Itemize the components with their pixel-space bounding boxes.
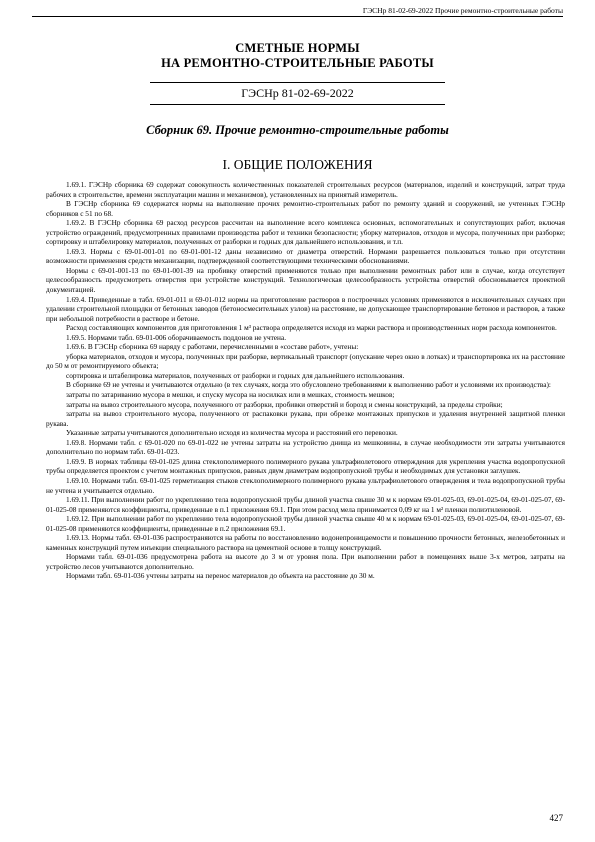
paragraph: сортировка и штабелировка материалов, полученных от разборки и годных для дальнейшего использования. (66, 370, 405, 380)
paragraph: Нормы с 69-01-001-13 по 69-01-001-39 на пробивку отверстий применяются только при выполнении ремонтных работ или в случае, когда отсутствует целесообразность предусмотреть отверстия при устройстве конструкций. Технологическая целесообразность устройства отверстий обосновывается проектной документацией. (46, 265, 565, 295)
code-title: ГЭСНр 81-02-69-2022 (241, 86, 354, 100)
paragraph: 1.69.12. При выполнении работ по укреплению тела водопропускной трубы длиной участка свыше 40 м к нормам 69-01-025-03, 69-01-025-04, 69-01-025-07, 69-01-025-08 применяются коэффициенты, приведенные в п.2 приложения 69.1. (46, 514, 565, 533)
paragraph: 1.69.1. ГЭСНр сборника 69 содержат совокупность количественных показателей строительных ресурсов (материалов, изделий и конструкций, затрат труда рабочих в строительстве, времени эксплуатации машин и механизмов), установленных на принятый измеритель. (46, 180, 565, 199)
paragraph: 1.69.10. Нормами табл. 69-01-025 герметизация стыков стеклополимерного полимерного рукава ультрафиолетового отверждения и тела водопропускной трубы не учтена и учитывается отдельно. (46, 475, 565, 495)
body-text (46, 180, 565, 581)
collection-title: Сборник 69. Прочие ремонтно-строительные работы (146, 123, 449, 137)
paragraph: 1.69.5. Нормами табл. 69-01-006 оборачиваемость поддонов не учтена. (66, 332, 287, 342)
paragraph: 1.69.8. Нормами табл. с 69-01-020 по 69-01-022 не учтены затраты на устройство днища из мешковины, в случае необходимости эти затраты учитываются дополнительно по нормам табл. 69-01-023. (46, 437, 565, 457)
paragraph: 1.69.2. В ГЭСНр сборника 69 расход ресурсов рассчитан на выполнение всего комплекса основных, вспомогательных и сопутствующих работ, включая устройство ограждений, предусмотренных правилами производства работ и техники безопасности; уборку материалов, отходов и мусора, полученных при разборке; сортировку и штабелировку материалов, полученных от разборки и годных для дальнейшего использования, и т.п. (46, 218, 565, 247)
paragraph: Расход составляющих компонентов для приготовления 1 м³ раствора определяется исходя из марки раствора и производственных норм расхода компонентов. (66, 323, 557, 333)
page-number: 427 (549, 813, 563, 823)
document-title-line-2: НА РЕМОНТНО-СТРОИТЕЛЬНЫЕ РАБОТЫ (161, 56, 434, 70)
paragraph: 1.69.4. Приведенные в табл. 69-01-011 и 69-01-012 нормы на приготовление растворов в построечных условиях применяются в исключительных случаях при удалении строительной площадки от бетонных заводов (бетоносмесительных узлов) на расстояние, не допускающее транспортирование бетонов и растворов, а также при небольшой потребности в растворе и бетоне. (46, 294, 565, 323)
paragraph: Нормами табл. 69-01-036 предусмотрена работа на высоте до 3 м от уровня пола. При выполнении работ в помещениях выше 3-х метров, затраты на устройство лесов учитываются дополнительно. (46, 552, 565, 571)
paragraph: уборка материалов, отходов и мусора, полученных при разборке, вертикальный транспорт (опускание через окно в лотках) и транспортировка их на расстояние до 50 м от ремонтируемого объекта; (46, 351, 565, 371)
paragraph: В ГЭСНр сборника 69 содержатся нормы на выполнение прочих ремонтно-строительных работ по ремонту зданий и сооружений, не учтенных ГЭСНр сборников с 51 по 68. (46, 199, 565, 218)
code-title-top-rule (150, 82, 445, 83)
paragraph: 1.69.9. В нормах таблицы 69-01-025 длина стеклополимерного полимерного рукава ультрафиолетового отверждения для укрепления участка водопропускной трубы определяется проектом с учетом монтажных припусков, равных двум диаметрам водопропускной трубы и необходимых для установки заглушек. (46, 456, 565, 476)
running-head: ГЭСНр 81-02-69-2022 Прочие ремонтно-строительные работы (362, 6, 563, 15)
paragraph: Нормами табл. 69-01-036 учтены затраты на перенос материалов до объекта на расстояние до 30 м. (66, 571, 375, 581)
paragraph: затраты на вывоз строительного мусора, полученного от разборки, пробивки отверстий и борозд и смены конструкций, за пределы стройки; (66, 399, 503, 409)
running-head-rule (32, 16, 563, 17)
document-title-line-1: СМЕТНЫЕ НОРМЫ (235, 41, 360, 55)
paragraph: 1.69.6. В ГЭСНр сборника 69 наряду с работами, перечисленными в «составе работ», учтены: (66, 342, 359, 352)
code-title-bottom-rule (150, 104, 445, 105)
paragraph: 1.69.11. При выполнении работ по укреплению тела водопропускной трубы длиной участка свыше 30 м к нормам 69-01-025-03, 69-01-025-04, 69-01-025-07, 69-01-025-08 применяются коэффициенты, приведенные в п.1 приложения 69.1. При этом расход мела принимается 0,09 кг на 1 м² пленки полиэтиленовой. (46, 495, 565, 514)
paragraph: 1.69.3. Нормы с 69-01-001-01 по 69-01-001-12 даны независимо от диаметра отверстий. Нормами разрешается пользоваться только при отсутствии возможности применения средств механизации, подтвержденной соответствующими техническими обоснованиями. (46, 246, 565, 266)
section-title: I. ОБЩИЕ ПОЛОЖЕНИЯ (222, 157, 373, 172)
paragraph: В сборнике 69 не учтены и учитываются отдельно (в тех случаях, когда это обусловлено требованиями к выполнению работ и условиями их производства): (66, 380, 551, 390)
paragraph: 1.69.13. Нормы табл. 69-01-036 распространяются на работы по восстановлению водонепроницаемости и повышению прочности бетонных, железобетонных и каменных конструкций путем инъекции специального раствора на цементной основе в толщу конструкций. (46, 533, 565, 552)
paragraph: затраты на вывоз строительного мусора, полученного от распаковки рукава, при обрезке монтажных припусков и удаления внутренней защитной пленки рукава. (46, 409, 565, 428)
paragraph: затраты по затариванию мусора в мешки, и спуску мусора на носилках или в мешках, стоимость мешков; (66, 390, 395, 400)
paragraph: Указанные затраты учитываются дополнительно исходя из количества мусора и расстояний его перевозки. (66, 428, 398, 438)
